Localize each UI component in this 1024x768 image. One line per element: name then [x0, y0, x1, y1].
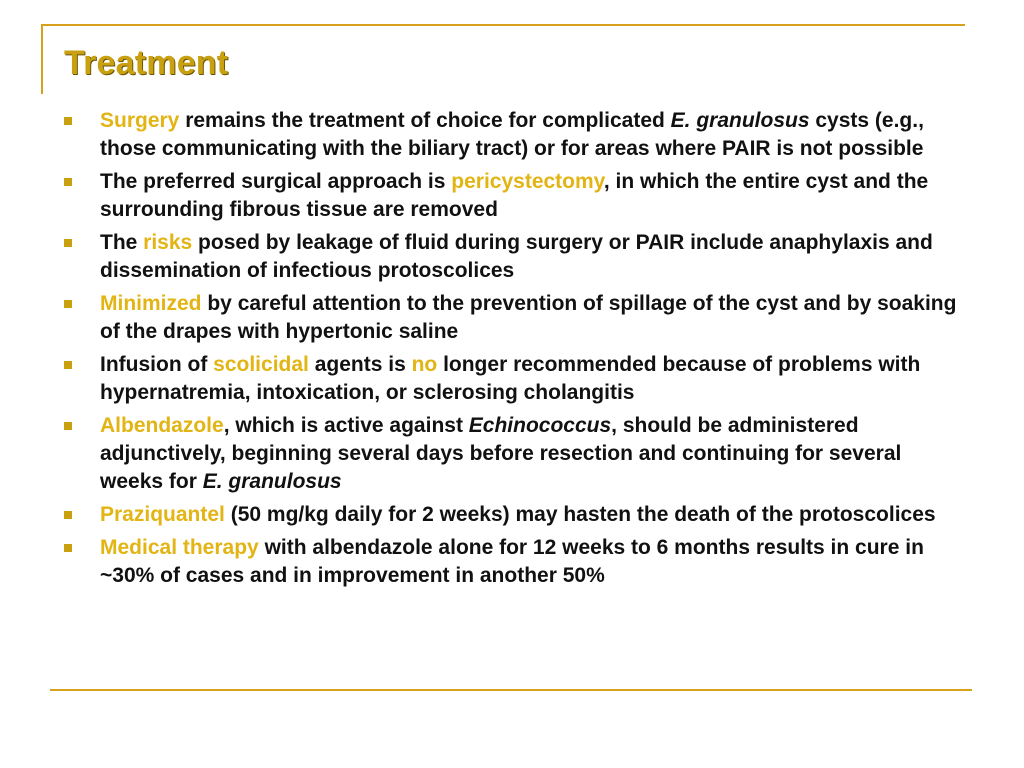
bullet-text: posed by leakage of fluid during surgery or PAIR include anaphylaxis and dissemination of infectious protoscolices: [100, 231, 933, 282]
square-bullet-icon: [64, 511, 72, 519]
bullet-text: , in which the entire cyst and the surrounding fibrous tissue are removed: [100, 170, 929, 221]
slide-title: Treatment: [64, 44, 229, 82]
highlighted-term: Praziquantel: [100, 503, 225, 526]
highlighted-term: Albendazole: [100, 414, 224, 437]
highlighted-term: pericystectomy: [451, 170, 604, 193]
bullet-text: agents is: [308, 353, 412, 376]
square-bullet-icon: [64, 544, 72, 552]
square-bullet-icon: [64, 300, 72, 308]
title-frame-top-rule: [41, 24, 965, 26]
bullet-item: [64, 501, 964, 529]
italic-term: E. granulosus: [202, 470, 342, 493]
bullet-item: [64, 412, 964, 496]
bullet-list: [64, 107, 964, 595]
bullet-item: [64, 290, 964, 346]
highlighted-term: Surgery: [100, 109, 180, 132]
bullet-item: [64, 351, 964, 407]
highlighted-term: Medical therapy: [100, 536, 259, 559]
bullet-text: The preferred surgical approach is: [100, 170, 452, 193]
bullet-text: with albendazole alone for 12 weeks to 6 months results in cure in ~30% of cases and in improvement in another 50%: [100, 536, 924, 587]
bullet-item: [64, 107, 964, 163]
title-frame-left-rule: [41, 24, 43, 94]
square-bullet-icon: [64, 422, 72, 430]
square-bullet-icon: [64, 178, 72, 186]
bullet-text: by careful attention to the prevention of spillage of the cyst and by soaking of the drapes with hypertonic saline: [100, 292, 957, 343]
bullet-text: remains the treatment of choice for complicated: [179, 109, 671, 132]
highlighted-term: no: [411, 353, 438, 376]
bullet-text: (50 mg/kg daily for 2 weeks) may hasten the death of the protoscolices: [224, 503, 936, 526]
bullet-text: Infusion of: [100, 353, 214, 376]
bullet-item: [64, 168, 964, 224]
square-bullet-icon: [64, 361, 72, 369]
bullet-text: cysts (e.g., those communicating with the biliary tract) or for areas where PAIR is not possible: [100, 109, 924, 160]
bullet-text: The: [100, 231, 144, 254]
bullet-text: , should be administered adjunctively, beginning several days before resection and continuing for several weeks for: [100, 414, 902, 493]
highlighted-term: Minimized: [100, 292, 202, 315]
bullet-text: , which is active against: [223, 414, 469, 437]
bullet-item: [64, 229, 964, 285]
highlighted-term: scolicidal: [213, 353, 309, 376]
italic-term: E. granulosus: [670, 109, 810, 132]
square-bullet-icon: [64, 117, 72, 125]
italic-term: Echinococcus: [468, 414, 612, 437]
highlighted-term: risks: [143, 231, 193, 254]
footer-divider: [50, 689, 972, 691]
square-bullet-icon: [64, 239, 72, 247]
bullet-item: [64, 534, 964, 590]
bullet-text: longer recommended because of problems with hypernatremia, intoxication, or sclerosing cholangitis: [100, 353, 921, 404]
